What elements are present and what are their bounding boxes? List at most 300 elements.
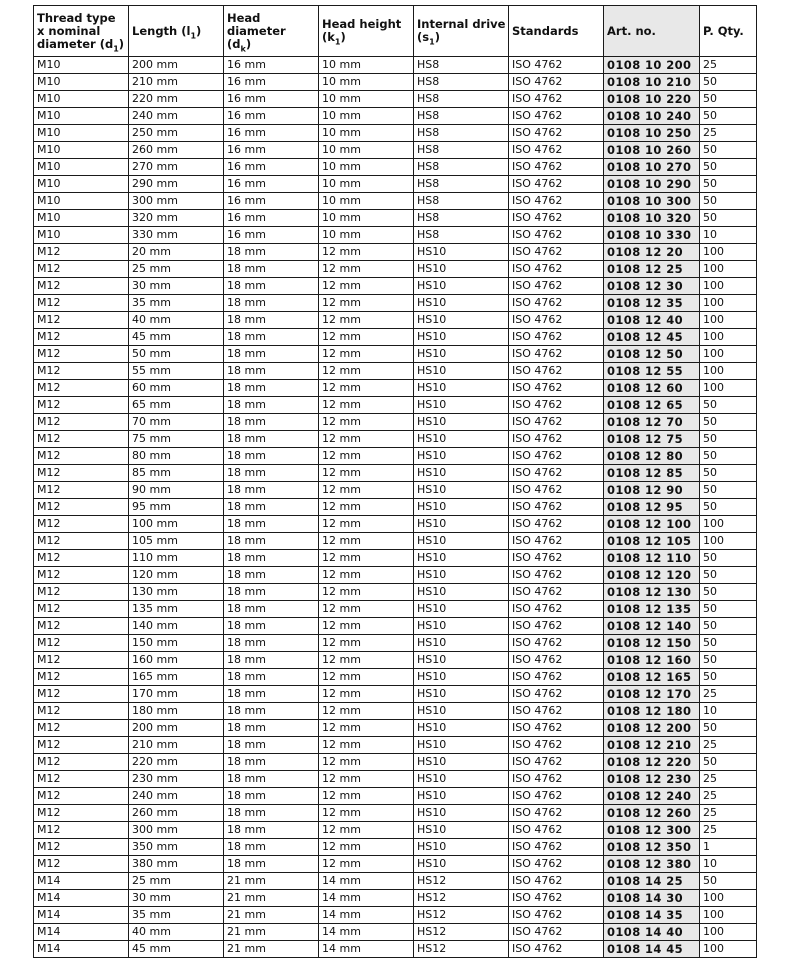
cell-internal-drive: HS10: [414, 482, 509, 499]
cell-internal-drive: HS10: [414, 465, 509, 482]
cell-p-qty: 25: [700, 788, 757, 805]
cell-standard: ISO 4762: [509, 941, 604, 958]
cell-thread-type: M12: [34, 363, 129, 380]
cell-head-height: 12 mm: [319, 363, 414, 380]
cell-standard: ISO 4762: [509, 873, 604, 890]
cell-thread-type: M12: [34, 737, 129, 754]
table-row: [34, 414, 757, 431]
cell-internal-drive: HS12: [414, 941, 509, 958]
table-row: [34, 805, 757, 822]
cell-internal-drive: HS8: [414, 108, 509, 125]
cell-p-qty: 100: [700, 533, 757, 550]
cell-internal-drive: HS12: [414, 873, 509, 890]
cell-length: 170 mm: [129, 686, 224, 703]
cell-length: 35 mm: [129, 295, 224, 312]
cell-head-height: 12 mm: [319, 584, 414, 601]
cell-p-qty: 50: [700, 669, 757, 686]
cell-standard: ISO 4762: [509, 227, 604, 244]
cell-head-height: 10 mm: [319, 74, 414, 91]
cell-p-qty: 50: [700, 414, 757, 431]
cell-art-no: 0108 12 350: [604, 839, 700, 856]
cell-head-height: 12 mm: [319, 720, 414, 737]
cell-length: 150 mm: [129, 635, 224, 652]
header-text: ): [340, 30, 346, 44]
cell-thread-type: M10: [34, 176, 129, 193]
header-subscript: 1: [334, 37, 341, 47]
cell-head-height: 12 mm: [319, 839, 414, 856]
cell-standard: ISO 4762: [509, 261, 604, 278]
cell-p-qty: 100: [700, 363, 757, 380]
cell-standard: ISO 4762: [509, 57, 604, 74]
cell-length: 100 mm: [129, 516, 224, 533]
cell-head-height: 12 mm: [319, 397, 414, 414]
table-row: [34, 873, 757, 890]
table-row: [34, 448, 757, 465]
cell-head-height: 14 mm: [319, 873, 414, 890]
cell-p-qty: 100: [700, 346, 757, 363]
cell-internal-drive: HS10: [414, 312, 509, 329]
cell-length: 130 mm: [129, 584, 224, 601]
cell-length: 35 mm: [129, 907, 224, 924]
cell-art-no: 0108 12 55: [604, 363, 700, 380]
cell-art-no: 0108 10 260: [604, 142, 700, 159]
cell-thread-type: M12: [34, 771, 129, 788]
cell-length: 55 mm: [129, 363, 224, 380]
cell-thread-type: M12: [34, 278, 129, 295]
cell-head-diameter: 18 mm: [224, 533, 319, 550]
cell-length: 320 mm: [129, 210, 224, 227]
cell-head-height: 14 mm: [319, 924, 414, 941]
cell-head-height: 10 mm: [319, 176, 414, 193]
header-text: (d: [227, 36, 241, 51]
cell-internal-drive: HS10: [414, 669, 509, 686]
cell-p-qty: 50: [700, 635, 757, 652]
cell-thread-type: M12: [34, 244, 129, 261]
cell-p-qty: 100: [700, 924, 757, 941]
cell-head-height: 12 mm: [319, 822, 414, 839]
cell-standard: ISO 4762: [509, 482, 604, 499]
cell-internal-drive: HS12: [414, 890, 509, 907]
cell-thread-type: M14: [34, 941, 129, 958]
cell-p-qty: 100: [700, 261, 757, 278]
cell-head-diameter: 16 mm: [224, 159, 319, 176]
cell-head-diameter: 18 mm: [224, 567, 319, 584]
cell-p-qty: 50: [700, 720, 757, 737]
product-spec-table: [33, 5, 757, 958]
table-row: [34, 754, 757, 771]
cell-art-no: 0108 12 120: [604, 567, 700, 584]
table-row: [34, 635, 757, 652]
cell-head-diameter: 18 mm: [224, 431, 319, 448]
cell-head-diameter: 18 mm: [224, 720, 319, 737]
cell-head-diameter: 16 mm: [224, 57, 319, 74]
table-body: [34, 57, 757, 958]
cell-head-diameter: 18 mm: [224, 380, 319, 397]
product-table-container: [33, 5, 757, 958]
cell-standard: ISO 4762: [509, 890, 604, 907]
cell-internal-drive: HS10: [414, 397, 509, 414]
cell-head-height: 12 mm: [319, 635, 414, 652]
cell-art-no: 0108 10 250: [604, 125, 700, 142]
cell-head-diameter: 18 mm: [224, 771, 319, 788]
cell-thread-type: M12: [34, 465, 129, 482]
cell-internal-drive: HS10: [414, 822, 509, 839]
cell-thread-type: M12: [34, 754, 129, 771]
cell-head-height: 10 mm: [319, 142, 414, 159]
table-row: [34, 329, 757, 346]
cell-head-diameter: 18 mm: [224, 601, 319, 618]
cell-thread-type: M10: [34, 193, 129, 210]
header-text: x nominal: [37, 23, 101, 38]
table-row: [34, 125, 757, 142]
cell-internal-drive: HS10: [414, 431, 509, 448]
cell-head-diameter: 21 mm: [224, 873, 319, 890]
cell-head-diameter: 16 mm: [224, 74, 319, 91]
cell-head-diameter: 18 mm: [224, 618, 319, 635]
cell-length: 290 mm: [129, 176, 224, 193]
cell-internal-drive: HS10: [414, 499, 509, 516]
cell-head-diameter: 18 mm: [224, 669, 319, 686]
cell-length: 180 mm: [129, 703, 224, 720]
cell-length: 165 mm: [129, 669, 224, 686]
cell-p-qty: 1: [700, 839, 757, 856]
cell-thread-type: M10: [34, 159, 129, 176]
table-row: [34, 516, 757, 533]
header-text: ): [196, 23, 202, 38]
cell-internal-drive: HS10: [414, 414, 509, 431]
cell-standard: ISO 4762: [509, 533, 604, 550]
cell-head-height: 10 mm: [319, 125, 414, 142]
cell-head-diameter: 21 mm: [224, 907, 319, 924]
table-row: [34, 91, 757, 108]
cell-standard: ISO 4762: [509, 856, 604, 873]
cell-length: 210 mm: [129, 737, 224, 754]
table-row: [34, 822, 757, 839]
header-art-no: Art. no.: [604, 6, 700, 57]
cell-p-qty: 50: [700, 142, 757, 159]
cell-head-diameter: 16 mm: [224, 142, 319, 159]
cell-p-qty: 100: [700, 278, 757, 295]
cell-head-diameter: 18 mm: [224, 346, 319, 363]
cell-thread-type: M12: [34, 805, 129, 822]
cell-standard: ISO 4762: [509, 584, 604, 601]
cell-thread-type: M12: [34, 533, 129, 550]
cell-internal-drive: HS10: [414, 516, 509, 533]
cell-standard: ISO 4762: [509, 805, 604, 822]
cell-art-no: 0108 12 110: [604, 550, 700, 567]
cell-thread-type: M12: [34, 295, 129, 312]
cell-internal-drive: HS8: [414, 57, 509, 74]
cell-length: 40 mm: [129, 312, 224, 329]
cell-head-height: 12 mm: [319, 380, 414, 397]
cell-length: 230 mm: [129, 771, 224, 788]
cell-internal-drive: HS10: [414, 652, 509, 669]
cell-internal-drive: HS10: [414, 788, 509, 805]
cell-head-diameter: 18 mm: [224, 788, 319, 805]
cell-art-no: 0108 12 300: [604, 822, 700, 839]
header-text: Head height: [322, 17, 402, 31]
cell-head-diameter: 18 mm: [224, 822, 319, 839]
cell-art-no: 0108 12 50: [604, 346, 700, 363]
cell-thread-type: M12: [34, 720, 129, 737]
cell-p-qty: 25: [700, 737, 757, 754]
cell-length: 110 mm: [129, 550, 224, 567]
cell-internal-drive: HS10: [414, 295, 509, 312]
table-row: [34, 601, 757, 618]
cell-length: 60 mm: [129, 380, 224, 397]
cell-head-height: 12 mm: [319, 499, 414, 516]
cell-internal-drive: HS10: [414, 550, 509, 567]
cell-head-diameter: 21 mm: [224, 941, 319, 958]
cell-art-no: 0108 12 165: [604, 669, 700, 686]
cell-standard: ISO 4762: [509, 329, 604, 346]
table-row: [34, 720, 757, 737]
table-row: [34, 193, 757, 210]
cell-standard: ISO 4762: [509, 924, 604, 941]
cell-internal-drive: HS8: [414, 210, 509, 227]
cell-internal-drive: HS12: [414, 907, 509, 924]
cell-head-height: 12 mm: [319, 737, 414, 754]
cell-p-qty: 100: [700, 516, 757, 533]
cell-head-height: 12 mm: [319, 414, 414, 431]
cell-head-height: 12 mm: [319, 295, 414, 312]
cell-internal-drive: HS10: [414, 567, 509, 584]
table-row: [34, 499, 757, 516]
cell-standard: ISO 4762: [509, 295, 604, 312]
cell-art-no: 0108 12 240: [604, 788, 700, 805]
table-row: [34, 244, 757, 261]
cell-thread-type: M12: [34, 652, 129, 669]
table-row: [34, 176, 757, 193]
cell-standard: ISO 4762: [509, 278, 604, 295]
cell-p-qty: 100: [700, 890, 757, 907]
cell-standard: ISO 4762: [509, 465, 604, 482]
cell-p-qty: 10: [700, 856, 757, 873]
cell-p-qty: 50: [700, 618, 757, 635]
cell-art-no: 0108 10 320: [604, 210, 700, 227]
cell-thread-type: M12: [34, 397, 129, 414]
cell-p-qty: 25: [700, 771, 757, 788]
cell-head-diameter: 16 mm: [224, 210, 319, 227]
cell-length: 350 mm: [129, 839, 224, 856]
cell-thread-type: M12: [34, 499, 129, 516]
cell-standard: ISO 4762: [509, 788, 604, 805]
cell-standard: ISO 4762: [509, 176, 604, 193]
table-row: [34, 618, 757, 635]
cell-head-diameter: 18 mm: [224, 635, 319, 652]
cell-internal-drive: HS10: [414, 635, 509, 652]
cell-art-no: 0108 14 25: [604, 873, 700, 890]
cell-internal-drive: HS10: [414, 720, 509, 737]
cell-internal-drive: HS8: [414, 74, 509, 91]
cell-standard: ISO 4762: [509, 618, 604, 635]
cell-head-height: 12 mm: [319, 703, 414, 720]
table-row: [34, 346, 757, 363]
cell-head-diameter: 18 mm: [224, 584, 319, 601]
header-length: [129, 6, 224, 57]
cell-art-no: 0108 12 90: [604, 482, 700, 499]
cell-length: 85 mm: [129, 465, 224, 482]
cell-thread-type: M10: [34, 108, 129, 125]
cell-head-height: 12 mm: [319, 346, 414, 363]
table-row: [34, 380, 757, 397]
table-row: [34, 227, 757, 244]
cell-art-no: 0108 10 200: [604, 57, 700, 74]
cell-head-diameter: 18 mm: [224, 856, 319, 873]
cell-head-diameter: 16 mm: [224, 125, 319, 142]
cell-internal-drive: HS10: [414, 686, 509, 703]
cell-art-no: 0108 12 230: [604, 771, 700, 788]
cell-art-no: 0108 12 45: [604, 329, 700, 346]
header-text: (s: [417, 30, 430, 44]
cell-art-no: 0108 12 380: [604, 856, 700, 873]
table-row: [34, 686, 757, 703]
table-row: [34, 159, 757, 176]
cell-head-height: 12 mm: [319, 482, 414, 499]
cell-head-height: 12 mm: [319, 516, 414, 533]
header-row: [34, 6, 757, 57]
cell-standard: ISO 4762: [509, 822, 604, 839]
cell-art-no: 0108 10 290: [604, 176, 700, 193]
cell-art-no: 0108 12 85: [604, 465, 700, 482]
cell-thread-type: M14: [34, 924, 129, 941]
cell-head-height: 12 mm: [319, 465, 414, 482]
cell-thread-type: M10: [34, 125, 129, 142]
cell-art-no: 0108 10 220: [604, 91, 700, 108]
cell-head-height: 12 mm: [319, 550, 414, 567]
cell-internal-drive: HS8: [414, 193, 509, 210]
cell-length: 120 mm: [129, 567, 224, 584]
table-row: [34, 907, 757, 924]
table-row: [34, 941, 757, 958]
cell-p-qty: 50: [700, 91, 757, 108]
cell-p-qty: 50: [700, 567, 757, 584]
cell-standard: ISO 4762: [509, 346, 604, 363]
cell-thread-type: M12: [34, 346, 129, 363]
cell-internal-drive: HS10: [414, 839, 509, 856]
cell-thread-type: M12: [34, 550, 129, 567]
cell-head-diameter: 18 mm: [224, 754, 319, 771]
cell-p-qty: 100: [700, 941, 757, 958]
cell-length: 25 mm: [129, 261, 224, 278]
header-subscript: 1: [190, 30, 197, 40]
cell-p-qty: 100: [700, 329, 757, 346]
cell-standard: ISO 4762: [509, 125, 604, 142]
cell-p-qty: 25: [700, 805, 757, 822]
header-text: diameter (d: [37, 36, 114, 51]
cell-standard: ISO 4762: [509, 703, 604, 720]
cell-head-diameter: 18 mm: [224, 278, 319, 295]
cell-standard: ISO 4762: [509, 414, 604, 431]
table-row: [34, 669, 757, 686]
cell-internal-drive: HS10: [414, 856, 509, 873]
cell-internal-drive: HS10: [414, 754, 509, 771]
table-row: [34, 278, 757, 295]
cell-head-diameter: 16 mm: [224, 193, 319, 210]
cell-thread-type: M14: [34, 907, 129, 924]
cell-length: 135 mm: [129, 601, 224, 618]
table-row: [34, 652, 757, 669]
cell-internal-drive: HS10: [414, 380, 509, 397]
cell-head-height: 14 mm: [319, 907, 414, 924]
cell-art-no: 0108 14 45: [604, 941, 700, 958]
cell-head-height: 12 mm: [319, 856, 414, 873]
cell-thread-type: M10: [34, 227, 129, 244]
cell-thread-type: M12: [34, 261, 129, 278]
cell-art-no: 0108 12 80: [604, 448, 700, 465]
cell-internal-drive: HS8: [414, 227, 509, 244]
cell-thread-type: M12: [34, 482, 129, 499]
cell-length: 160 mm: [129, 652, 224, 669]
cell-head-diameter: 21 mm: [224, 890, 319, 907]
cell-standard: ISO 4762: [509, 839, 604, 856]
cell-art-no: 0108 12 210: [604, 737, 700, 754]
cell-head-height: 12 mm: [319, 278, 414, 295]
cell-head-height: 12 mm: [319, 788, 414, 805]
cell-p-qty: 25: [700, 822, 757, 839]
table-row: [34, 839, 757, 856]
cell-head-diameter: 18 mm: [224, 312, 319, 329]
cell-head-diameter: 18 mm: [224, 244, 319, 261]
cell-p-qty: 50: [700, 584, 757, 601]
cell-standard: ISO 4762: [509, 686, 604, 703]
cell-thread-type: M12: [34, 414, 129, 431]
cell-head-height: 10 mm: [319, 57, 414, 74]
cell-thread-type: M12: [34, 431, 129, 448]
cell-p-qty: 100: [700, 380, 757, 397]
cell-head-height: 12 mm: [319, 244, 414, 261]
cell-standard: ISO 4762: [509, 771, 604, 788]
cell-art-no: 0108 14 35: [604, 907, 700, 924]
cell-internal-drive: HS10: [414, 278, 509, 295]
cell-p-qty: 50: [700, 108, 757, 125]
cell-p-qty: 50: [700, 159, 757, 176]
cell-length: 260 mm: [129, 142, 224, 159]
table-row: [34, 465, 757, 482]
table-row: [34, 261, 757, 278]
cell-p-qty: 50: [700, 754, 757, 771]
cell-thread-type: M14: [34, 890, 129, 907]
cell-head-height: 10 mm: [319, 108, 414, 125]
cell-head-height: 14 mm: [319, 941, 414, 958]
cell-art-no: 0108 12 220: [604, 754, 700, 771]
cell-internal-drive: HS10: [414, 805, 509, 822]
table-row: [34, 397, 757, 414]
cell-art-no: 0108 12 30: [604, 278, 700, 295]
cell-head-diameter: 16 mm: [224, 176, 319, 193]
cell-p-qty: 10: [700, 703, 757, 720]
table-row: [34, 567, 757, 584]
cell-thread-type: M12: [34, 584, 129, 601]
cell-head-height: 12 mm: [319, 567, 414, 584]
cell-internal-drive: HS8: [414, 91, 509, 108]
header-text: Head diameter: [227, 10, 286, 38]
cell-art-no: 0108 12 70: [604, 414, 700, 431]
cell-standard: ISO 4762: [509, 907, 604, 924]
cell-thread-type: M12: [34, 788, 129, 805]
cell-internal-drive: HS10: [414, 533, 509, 550]
cell-art-no: 0108 12 100: [604, 516, 700, 533]
cell-head-diameter: 18 mm: [224, 805, 319, 822]
cell-length: 300 mm: [129, 193, 224, 210]
cell-head-height: 12 mm: [319, 686, 414, 703]
cell-head-diameter: 16 mm: [224, 91, 319, 108]
cell-art-no: 0108 12 40: [604, 312, 700, 329]
cell-head-height: 14 mm: [319, 890, 414, 907]
cell-length: 25 mm: [129, 873, 224, 890]
table-row: [34, 771, 757, 788]
cell-head-diameter: 18 mm: [224, 516, 319, 533]
